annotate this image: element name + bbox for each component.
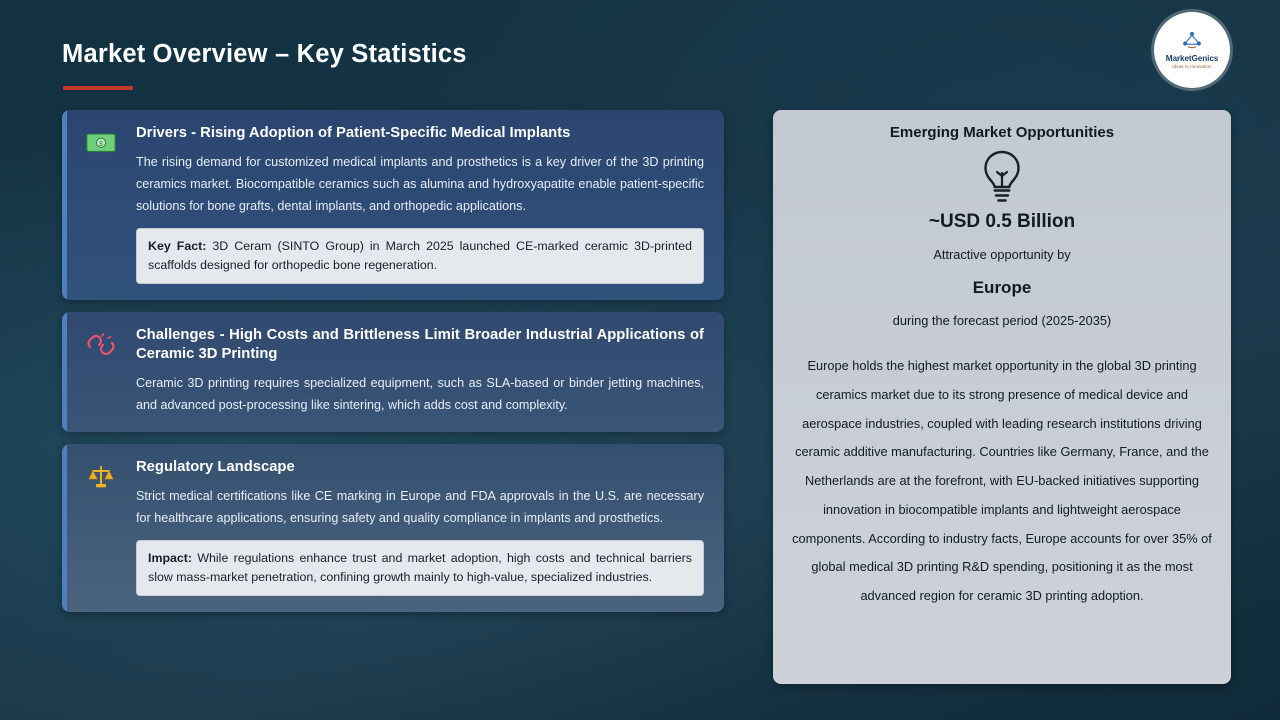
money-note-icon — [84, 126, 118, 160]
card-body: Ceramic 3D printing requires specialized equipment, such as SLA-based or binder jetting machines, and advanced post-processing like sintering, which adds cost and complexity. — [136, 376, 704, 413]
lightbulb-icon — [791, 149, 1213, 205]
opportunity-value: ~USD 0.5 Billion — [928, 211, 1076, 232]
card-body: The rising demand for customized medical implants and prosthetics is a key driver of the 3D printing ceramics market. Biocompatible ceramics such as alumina and hydroxyapatite enable patient-specific solutions for bone grafts, dental implants, and orthopedic applications. — [136, 154, 704, 213]
logo-mark-icon — [1182, 31, 1202, 54]
panel-title: Emerging Market Opportunities — [889, 124, 1115, 141]
insight-card-challenges — [62, 312, 724, 433]
opportunity-subtitle: Attractive opportunity by — [933, 247, 1071, 262]
emerging-opportunities-panel — [773, 110, 1231, 684]
insight-card-drivers — [62, 110, 724, 300]
card-title: Regulatory Landscape — [136, 459, 295, 476]
note-text: 3D Ceram (SINTO Group) in March 2025 launched CE-marked ceramic 3D-printed scaffolds designed for orthopedic bone regeneration. — [148, 238, 692, 272]
opportunity-period: during the forecast period (2025-2035) — [892, 313, 1112, 328]
brand-logo — [1154, 12, 1230, 88]
key-fact-note — [136, 228, 704, 284]
card-title: Challenges - High Costs and Brittleness Limit Broader Industrial Applications of Ceramic 3D Printing — [136, 326, 704, 363]
logo-tagline: Ideas to Innovation — [1172, 64, 1212, 70]
note-label: Key Fact: — [148, 238, 207, 253]
card-title: Drivers - Rising Adoption of Patient-Specific Medical Implants — [136, 125, 571, 141]
logo-name: MarketGenics — [1165, 53, 1219, 63]
opportunity-region: Europe — [972, 278, 1032, 297]
svg-text:$: $ — [99, 141, 103, 148]
card-body: Strict medical certifications like CE marking in Europe and FDA approvals in the U.S. are necessary for healthcare applications, ensuring safety and quality compliance in implants and prosthetics. — [136, 489, 704, 526]
insight-card-list — [62, 110, 724, 624]
note-label: Impact: — [148, 551, 193, 566]
broken-link-icon — [84, 328, 118, 362]
note-text: While regulations enhance trust and market adoption, high costs and technical barriers slow mass-market penetration, confining growth mainly to high-value, specialized industries. — [148, 551, 692, 584]
page-title: Market Overview – Key Statistics — [62, 40, 467, 68]
title-underline-accent — [63, 86, 133, 90]
opportunity-paragraph: Europe holds the highest market opportunity in the global 3D printing ceramics market due to its strong presence of medical device and aerospace industries, coupled with leading research institutions driving ceramic additive manufacturing. Countries like Germany, France, and the Netherlands are at the forefront, with EU-backed initiatives supporting innovation in biocompatible implants and lightweight aerospace components. According to industry facts, Europe accounts for over 35% of global medical 3D printing R&D spending, positioning it as the most advanced region for ceramic 3D printing adoption. — [792, 358, 1212, 604]
insight-card-regulatory — [62, 444, 724, 612]
impact-note — [136, 540, 704, 596]
scales-icon — [84, 460, 118, 494]
